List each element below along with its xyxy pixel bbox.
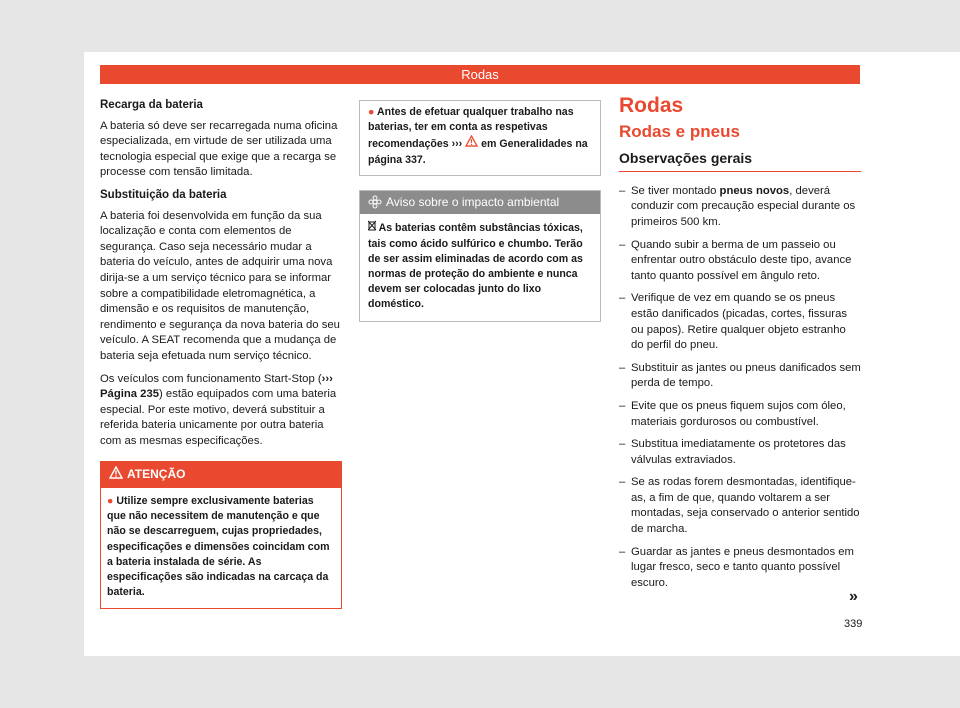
warning-header bbox=[101, 462, 341, 488]
chapter-title: Rodas bbox=[619, 94, 684, 117]
page-reference-link[interactable]: ››› Página 235 bbox=[100, 372, 333, 401]
note-box bbox=[359, 100, 601, 176]
warning-body bbox=[101, 488, 341, 608]
list-item: – Substituir as jantes ou pneus danificados sem perda de tempo. bbox=[619, 361, 861, 390]
warning-triangle-icon bbox=[109, 466, 123, 479]
list-item: – Substitua imediatamente os protetores das válvulas extraviados. bbox=[619, 438, 846, 466]
section-title: Rodas e pneus bbox=[619, 121, 740, 141]
note-text: Antes de efetuar qualquer trabalho nas baterias, ter em conta as respetivas recomendações ››› bbox=[368, 106, 574, 151]
paragraph-start-stop: Os veículos com funcionamento Start-Stop (››› Página 235) estão equipados com uma bateria especial. Por este motivo, deverá substituir a referida bateria unicamente por outra bateria com as mesmas especificações. bbox=[100, 372, 337, 447]
heading-substituicao: Substituição da bateria bbox=[100, 188, 227, 201]
list-item: – Verifique de vez em quando se os pneus estão danificados (picadas, cortes, fissuras ou papos). Retire qualquer objeto estranho do perfil do pneu. bbox=[619, 292, 848, 352]
warning-text: Utilize sempre exclusivamente baterias que não necessitem de manutenção e que não se descarreguem, cujas propriedades, especificações e dimensões coincidam com a bateria instalada de série. As especificações são indicadas na carcaça da bateria. bbox=[107, 495, 330, 599]
generalidades-link[interactable]: em Generalidades na página 337. bbox=[368, 138, 588, 166]
page-number: 339 bbox=[844, 618, 863, 630]
environment-text: As baterias contêm substâncias tóxicas, tais como ácido sulfúrico e chumbo. Terão de ser assim eliminadas de acordo com as normas de proteção do ambiente e nunca devem ser colocadas junto do lixo doméstico. bbox=[368, 222, 583, 311]
list-item: – Guardar as jantes e pneus desmontados em lugar fresco, seco e tanto quanto possível escuro. bbox=[619, 545, 854, 589]
list-item: – Se as rodas forem desmontadas, identifique-as, a fim de que, quando voltarem a ser montadas, seja conservado o anterior sentido de marcha. bbox=[619, 476, 860, 536]
list-item: – Se tiver montado pneus novos, deverá conduzir com precaução especial durante os primeiros 500 km. bbox=[619, 184, 856, 228]
environment-header bbox=[360, 191, 600, 215]
list-item: – Quando subir a berma de um passeio ou enfrentar outro obstáculo deste tipo, avance tanto quanto possível em ângulo reto. bbox=[619, 238, 852, 282]
paragraph-recarga: A bateria só deve ser recarregada numa oficina especializada, em virtude de ser utilizada uma tecnologia especial que exige que a recarga se processe com tensão limitada. bbox=[100, 119, 338, 179]
warning-triangle-icon bbox=[465, 135, 478, 147]
column-right bbox=[619, 94, 861, 598]
paragraph-substituicao: A bateria foi desenvolvida em função da sua localização e conta com elementos de segurança. Caso seja necessário mudar a bateria do veículo, antes de adquirir uma nova dirija-se a um serviço técnico para se informar sobre a compatibilidade eletromagnética, a dimensão e os requisitos de manutenção, rendimento e segurança da nova bateria do seu veículo. A SEAT recomenda que a mudança de bateria seja efetuada num serviço técnico. bbox=[100, 209, 340, 362]
continue-arrow-icon: » bbox=[849, 588, 858, 605]
bullet-icon: ● bbox=[107, 495, 114, 508]
flower-icon bbox=[368, 195, 382, 209]
column-middle bbox=[359, 100, 601, 322]
recycle-bin-icon bbox=[368, 220, 376, 231]
bullet-icon: ● bbox=[368, 106, 375, 118]
subsection-title: Observações gerais bbox=[619, 151, 861, 172]
heading-recarga: Recarga da bateria bbox=[100, 99, 203, 111]
column-left bbox=[100, 98, 342, 609]
section-header: Rodas bbox=[100, 65, 860, 84]
environment-box bbox=[359, 190, 601, 322]
list-item: – Evite que os pneus fiquem sujos com óleo, materiais gordurosos ou combustível. bbox=[619, 399, 846, 428]
environment-title: Aviso sobre o impacto ambiental bbox=[386, 194, 560, 209]
warning-box bbox=[100, 461, 342, 609]
tips-list bbox=[619, 184, 861, 592]
environment-body bbox=[360, 214, 600, 320]
warning-title: ATENÇÃO bbox=[127, 467, 186, 482]
